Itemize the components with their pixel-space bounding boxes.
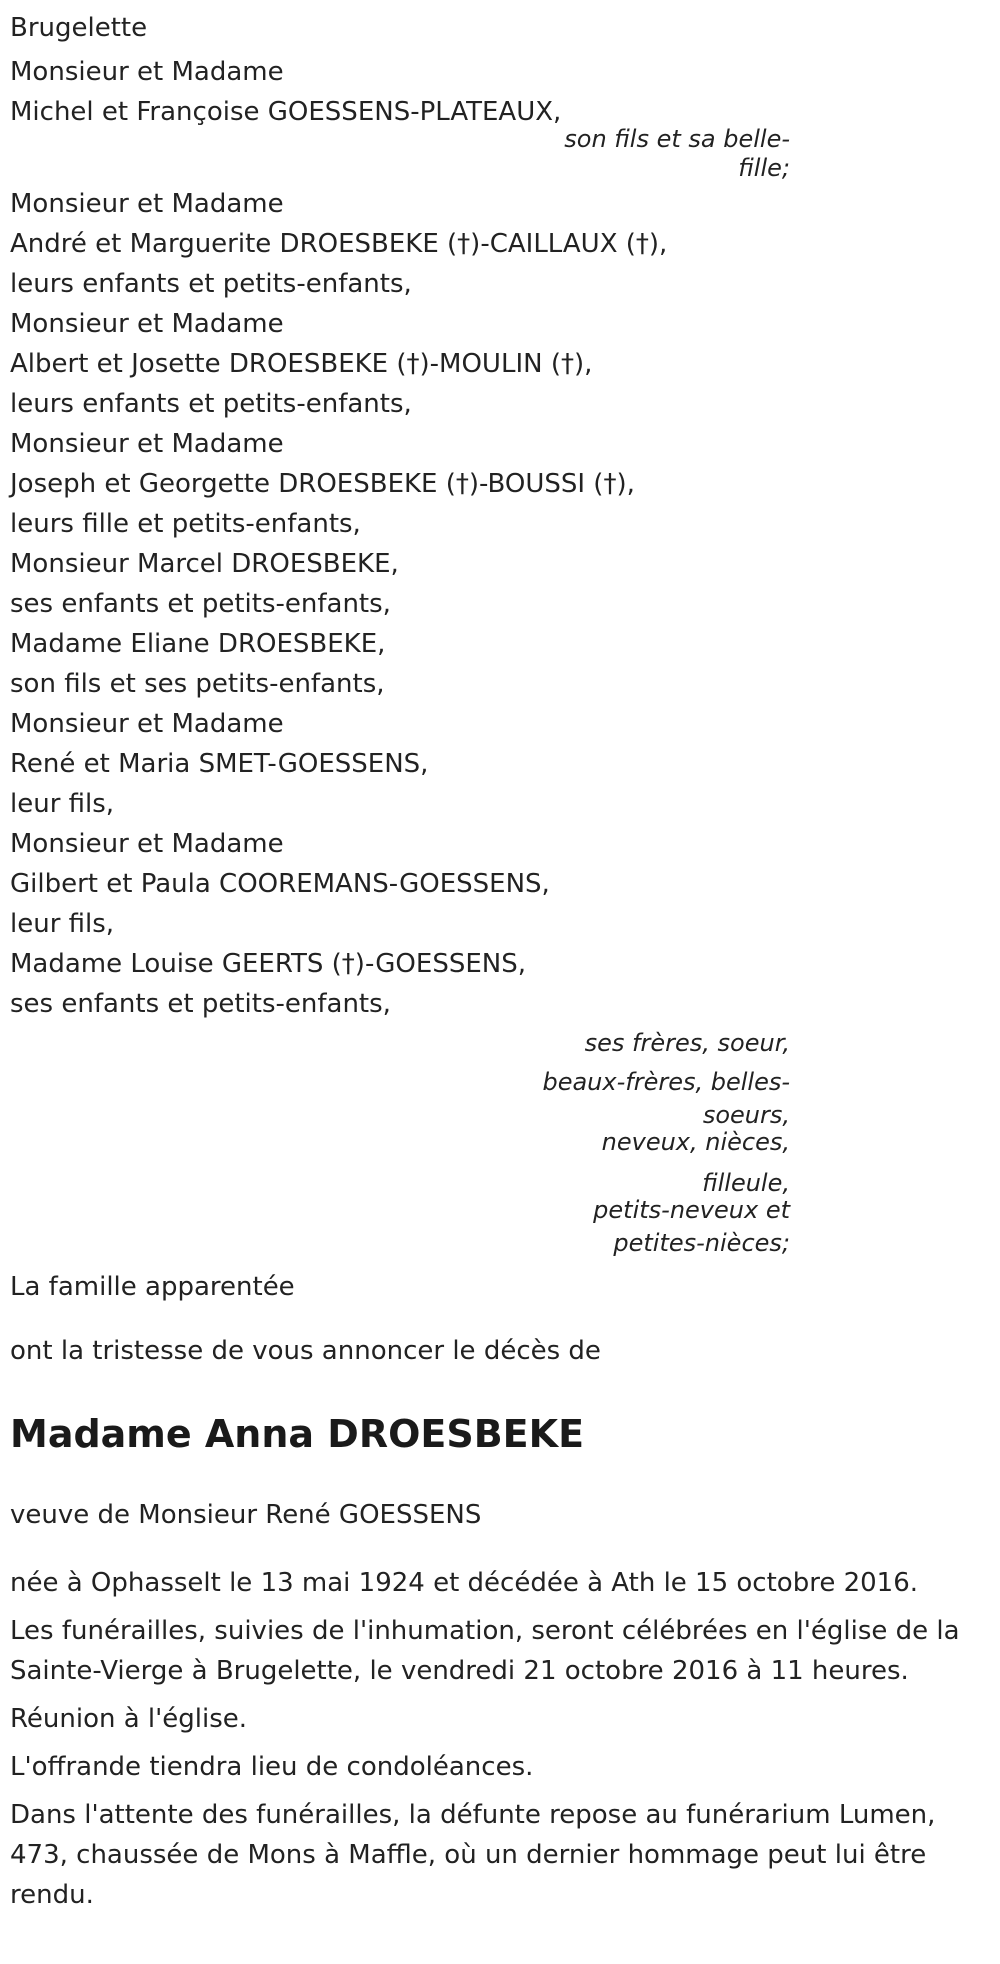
relation-note: petits-neveux et [593,1196,790,1224]
relation-note: filleule, [702,1169,790,1197]
family-line: Monsieur et Madame [10,709,284,739]
family-line: Madame Eliane DROESBEKE, [10,629,386,659]
family-line: Monsieur et Madame [10,829,284,859]
family-line: leurs fille et petits-enfants, [10,509,361,539]
family-line: Albert et Josette DROESBEKE (†)-MOULIN (†), [10,349,593,379]
family-line: leurs enfants et petits-enfants, [10,389,412,419]
relation-note: beaux-frères, belles- [542,1068,790,1096]
deceased-name: Madame Anna DROESBEKE [10,1412,585,1456]
family-line: Monsieur et Madame [10,57,284,87]
relation-note: ses frères, soeur, [584,1029,790,1057]
family-line: Joseph et Georgette DROESBEKE (†)-BOUSSI (†), [10,469,635,499]
family-line: leur fils, [10,789,115,819]
relation-note: petites-nièces; [613,1229,790,1257]
family-line: Monsieur Marcel DROESBEKE, [10,549,399,579]
relation-note: neveux, nièces, [601,1128,790,1156]
family-line: Madame Louise GEERTS (†)-GOESSENS, [10,949,526,979]
family-line: Monsieur et Madame [10,429,284,459]
family-line: André et Marguerite DROESBEKE (†)-CAILLAUX (†), [10,229,668,259]
family-line: son fils et ses petits-enfants, [10,669,385,699]
offering-line: L'offrande tiendra lieu de condoléances. [10,1752,534,1782]
town-name: Brugelette [10,13,148,43]
widow-line: veuve de Monsieur René GOESSENS [10,1500,482,1530]
birth-death-line: née à Ophasselt le 13 mai 1924 et décédée à Ath le 15 octobre 2016. [10,1568,919,1598]
extended-family: La famille apparentée [10,1272,295,1302]
family-line: Gilbert et Paula COOREMANS-GOESSENS, [10,869,550,899]
family-line: leur fils, [10,909,115,939]
relation-note: soeurs, [702,1101,790,1129]
family-line: leurs enfants et petits-enfants, [10,269,412,299]
family-line: ses enfants et petits-enfants, [10,989,391,1019]
family-line: Monsieur et Madame [10,309,284,339]
announcement-intro: ont la tristesse de vous annoncer le décès de [10,1336,601,1366]
family-line: Michel et Françoise GOESSENS-PLATEAUX, [10,97,562,127]
rest-details: Dans l'attente des funérailles, la défunte repose au funérarium Lumen, 473, chaussée de Mons à Maffle, où un dernier hommage peut lui être rendu. [10,1800,936,1910]
family-line: ses enfants et petits-enfants, [10,589,391,619]
relation-note: fille; [738,154,790,182]
relation-note: son fils et sa belle- [564,125,790,153]
funeral-details: Les funérailles, suivies de l'inhumation, seront célébrées en l'église de la Sainte-Vierge à Brugelette, le vendredi 21 octobre 2016 à 11 heures. [10,1616,960,1686]
family-line: Monsieur et Madame [10,189,284,219]
family-line: René et Maria SMET-GOESSENS, [10,749,429,779]
meeting-line: Réunion à l'église. [10,1704,248,1734]
